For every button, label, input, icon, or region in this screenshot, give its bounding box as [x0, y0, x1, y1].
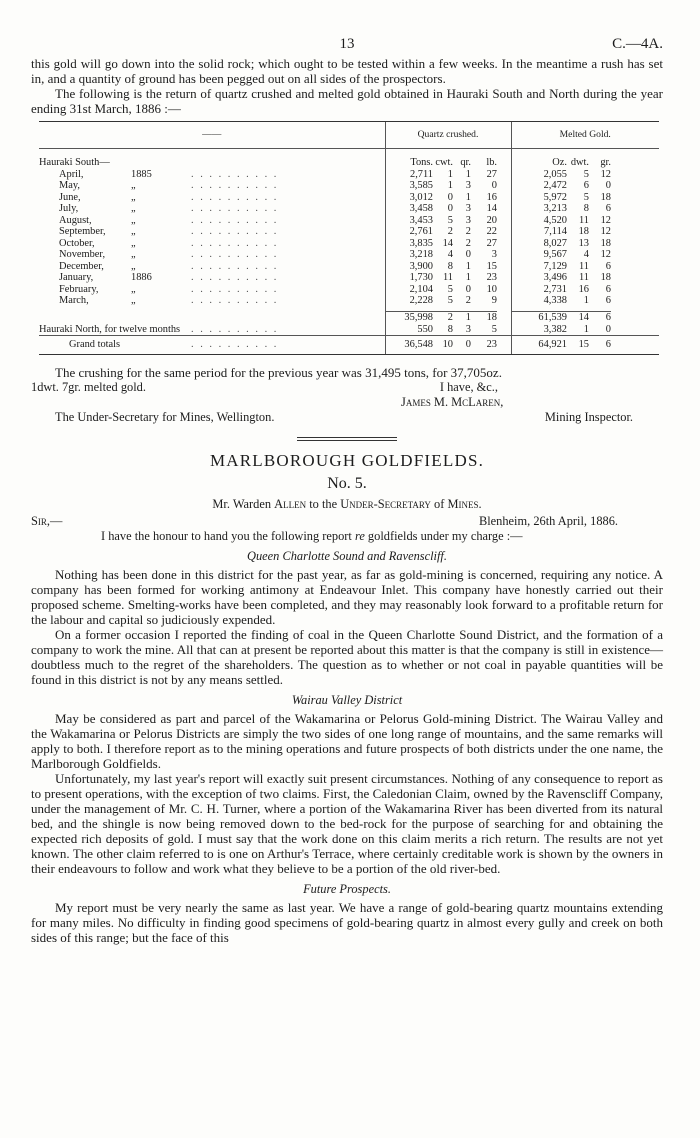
month-cell: August,	[59, 214, 92, 226]
oz-cell: 4,338	[511, 295, 567, 307]
gr-cell: 18	[600, 272, 611, 283]
year-cell: „	[131, 226, 136, 237]
qr-cell: 2	[465, 237, 471, 249]
subtotal-gr: 6	[589, 312, 611, 324]
year-cell: „	[131, 180, 136, 191]
oz-cell: 9,567	[511, 249, 567, 261]
qr-cell: 3	[465, 180, 471, 191]
month-cell: February,	[59, 283, 99, 295]
year-cell: 1886	[131, 272, 152, 283]
body-paragraph-4: Unfortunately, my last year's report will exactly suit present circumstances. Nothing of any consequence to report as to present operations, with the exception of two claims. First, the Caledonian Claim, owned by the Ravenscliff Company, under the management of Mr. C. H. Turner, where a portion of the Wakamarina River has been diverted from its natural bed, and the shingle is now being removed down to the bed-rock for the purpose of searching for and obtaining the expected rich deposits of gold. I must say that the work done on this claim merits a rich return. The results are not yet known. The other claim referred to is one on Arthur's Terrace, where certainly creditable work is shown by the owners in their endeavours to follow and work what they believe to be a portion of the old river-bed.	[31, 770, 663, 876]
table-row	[39, 169, 659, 181]
subtotal-row	[39, 312, 659, 324]
leader-dots: . . . . . . . . . .	[191, 272, 279, 283]
salutation-row	[31, 514, 663, 529]
spacer-cell	[497, 169, 511, 181]
group-label: Hauraki South—	[39, 157, 110, 168]
year-cell: „	[131, 214, 136, 226]
unit-oz: Oz.	[511, 157, 567, 169]
month-cell: December,	[59, 260, 104, 272]
tons-cell: 2,104	[385, 284, 433, 296]
year-cell: „	[131, 295, 136, 306]
opening-post: goldfields under my charge :—	[364, 528, 523, 543]
north-qr: 3	[465, 323, 471, 335]
grand-tons: 36,548	[385, 336, 433, 355]
table-row	[39, 180, 659, 192]
spacer-cell	[611, 180, 659, 192]
lb-cell: 27	[486, 168, 497, 180]
month-rows	[39, 169, 659, 307]
tons-cell: 2,228	[385, 295, 433, 307]
north-gr: 0	[605, 323, 611, 335]
cwt-cell: 5	[447, 283, 453, 295]
north-tons: 550	[385, 324, 433, 336]
subtotal-cwt: 2	[433, 312, 453, 324]
dwt-cell: 11	[578, 214, 589, 226]
dwt-cell: 5	[583, 191, 589, 203]
qr-cell: 3	[465, 214, 471, 226]
gr-cell: 6	[605, 203, 611, 214]
gr-cell: 12	[600, 249, 611, 260]
north-label: Hauraki North, for twelve months	[39, 323, 181, 335]
dwt-cell: 16	[578, 283, 589, 295]
spacer-cell	[497, 261, 511, 273]
oz-cell: 3,213	[511, 203, 567, 215]
gr-cell: 18	[600, 191, 611, 203]
subheading-future-prospects: Future Prospects.	[303, 881, 391, 896]
unit-dwt: dwt.	[570, 157, 589, 168]
lb-cell: 15	[486, 260, 497, 272]
body-paragraph-2: On a former occasion I reported the finding of coal in the Queen Charlotte Sound District, and the formation of a company to work the mine. All that can at present be reported about this matter is that the company is still in existence—doubtless much to the regret of the shareholders. The question as to whether or not coal in payable quantities will be found in this district is not by any means settled.	[31, 626, 663, 687]
i-have: I have, &c.,	[439, 379, 498, 394]
cwt-cell: 0	[447, 191, 453, 203]
dwt-cell: 6	[583, 180, 589, 191]
oz-cell: 4,520	[511, 215, 567, 227]
dwt-cell: 11	[578, 260, 589, 272]
tons-cell: 3,835	[385, 238, 433, 250]
dwt-cell: 8	[583, 203, 589, 214]
section-number: No. 5.	[327, 474, 367, 492]
leader-dots: . . . . . . . . . .	[191, 203, 279, 214]
year-cell: 1885	[131, 168, 152, 180]
month-cell: July,	[59, 203, 79, 214]
subtotal-oz: 61,539	[511, 312, 567, 324]
spacer-cell	[497, 249, 511, 261]
tons-cell: 3,900	[385, 261, 433, 273]
qr-cell: 3	[465, 203, 471, 214]
subtotal-qr: 1	[453, 312, 471, 324]
letter-date: Blenheim, 26th April, 1886.	[478, 513, 618, 528]
year-cell: „	[131, 237, 136, 249]
dwt-cell: 5	[583, 168, 589, 180]
year-cell: „	[131, 283, 136, 295]
header-blank: ——	[39, 122, 385, 149]
table-row	[39, 284, 659, 296]
table-row	[39, 192, 659, 204]
oz-cell: 3,496	[511, 272, 567, 284]
lb-cell: 16	[486, 191, 497, 203]
leader-dots: . . . . . . . . . .	[191, 168, 279, 180]
tons-cell: 1,730	[385, 272, 433, 284]
qr-cell: 0	[465, 283, 471, 295]
body-paragraph-5: My report must be very nearly the same as last year. We have a range of gold-bearing quartz mountains extending for many miles. No difficulty in finding good specimens of gold-bearing quartz in almost every gully and creek on both sides of this range; but the face of this	[31, 899, 663, 945]
oz-cell: 7,129	[511, 261, 567, 273]
table-row	[39, 261, 659, 273]
tons-cell: 2,761	[385, 226, 433, 238]
lb-cell: 27	[486, 237, 497, 249]
qr-cell: 1	[465, 272, 471, 283]
leader-dots: . . . . . . . . . .	[191, 180, 279, 191]
document-page	[31, 0, 663, 945]
month-cell: October,	[59, 237, 95, 249]
crushing-line: The crushing for the same period for the previous year was 31,495 tons, for 37,705oz.	[55, 364, 502, 380]
cwt-cell: 5	[447, 214, 453, 226]
month-cell: January,	[59, 272, 94, 283]
lb-cell: 20	[486, 214, 497, 226]
leader-dots: . . . . . . . . . .	[191, 260, 279, 272]
units-row	[39, 157, 659, 169]
spacer-cell	[497, 215, 511, 227]
leader-dots: . . . . . . . . . .	[191, 295, 279, 306]
subheading-wairau: Wairau Valley District	[291, 692, 403, 707]
page-number: 13	[339, 36, 355, 52]
gold-return-table	[39, 121, 659, 355]
tons-cell: 3,012	[385, 192, 433, 204]
north-oz: 3,382	[511, 324, 567, 336]
dwt-cell: 1	[583, 295, 589, 306]
qr-cell: 2	[465, 226, 471, 237]
cwt-cell: 11	[442, 272, 453, 283]
cwt-cell: 4	[447, 249, 453, 260]
oz-cell: 2,055	[511, 169, 567, 181]
header-quartz-crushed: Quartz crushed.	[385, 122, 511, 149]
spacer-cell	[497, 203, 511, 215]
from-name: Allen	[274, 496, 307, 511]
grand-total-label: Grand totals	[39, 336, 187, 355]
lb-cell: 22	[486, 226, 497, 237]
leader-dots: . . . . . . . . . .	[191, 214, 279, 226]
page-header	[31, 0, 663, 56]
unit-tons: Tons.	[385, 157, 433, 169]
tons-cell: 3,453	[385, 215, 433, 227]
spacer-cell	[611, 226, 659, 238]
spacer-cell	[497, 295, 511, 307]
spacer-cell	[497, 272, 511, 284]
from-of: of	[430, 496, 448, 511]
cwt-cell: 14	[442, 237, 453, 249]
grand-total-row	[39, 336, 659, 355]
year-cell: „	[131, 260, 136, 272]
leader-dots: . . . . . . . . . .	[187, 336, 385, 355]
opening-pre: I have the honour to hand you the following report	[101, 528, 355, 543]
gr-cell: 12	[600, 168, 611, 180]
leader-dots: . . . . . . . . . .	[191, 191, 279, 203]
gr-cell: 0	[605, 180, 611, 191]
cwt-cell: 0	[447, 203, 453, 214]
leader-dots: . . . . . . . . . .	[191, 249, 279, 260]
qr-cell: 1	[465, 168, 471, 180]
gr-cell: 12	[600, 226, 611, 237]
spacer-cell	[611, 295, 659, 307]
subheading-queen-charlotte: Queen Charlotte Sound and Ravenscliff.	[247, 548, 447, 563]
month-cell: April,	[59, 168, 84, 180]
section-divider	[297, 437, 397, 441]
gr-cell: 12	[600, 214, 611, 226]
crushing-line-2: 1dwt. 7gr. melted gold.	[31, 379, 146, 394]
spacer-cell	[611, 203, 659, 215]
month-cell: March,	[59, 295, 89, 306]
tons-cell: 3,218	[385, 249, 433, 261]
oz-cell: 5,972	[511, 192, 567, 204]
gr-cell: 6	[605, 283, 611, 295]
spacer-cell	[611, 169, 659, 181]
spacer-cell	[611, 249, 659, 261]
cwt-cell: 2	[447, 226, 453, 237]
lb-cell: 14	[486, 203, 497, 214]
table-row	[39, 203, 659, 215]
north-lb: 5	[491, 323, 497, 335]
signature: James M. McLaren,	[401, 394, 504, 409]
table-row	[39, 238, 659, 250]
oz-cell: 8,027	[511, 238, 567, 250]
spacer-cell	[497, 238, 511, 250]
grand-cwt: 10	[433, 336, 453, 355]
closing-row-2	[31, 410, 663, 425]
body-paragraph-3: May be considered as part and parcel of the Wakamarina or Pelorus Gold-mining District. The Wairau Valley and the Wakamarina or Pelorus Districts are simply the two sides of one long range of mountains, and the same remarks will apply to both. I therefore report as to the mining operations and future prospects of both districts under the one name, the Marlborough Goldfields.	[31, 710, 663, 771]
grand-lb: 23	[471, 336, 497, 355]
document-reference: C.—4A.	[612, 36, 663, 52]
table-row	[39, 272, 659, 284]
gr-cell: 6	[605, 260, 611, 272]
grand-dwt: 15	[567, 336, 589, 355]
unit-lb: lb.	[486, 157, 497, 168]
tons-cell: 3,458	[385, 203, 433, 215]
north-dwt: 1	[583, 323, 589, 335]
from-prefix: Mr. Warden	[212, 496, 275, 511]
qr-cell: 0	[465, 249, 471, 260]
dwt-cell: 4	[583, 249, 589, 260]
leader-dots: . . . . . . . . . .	[191, 283, 279, 295]
letter-heading	[31, 497, 663, 512]
oz-cell: 7,114	[511, 226, 567, 238]
spacer-cell	[611, 261, 659, 273]
closing-block	[31, 365, 663, 425]
spacer-cell	[497, 192, 511, 204]
table-row	[39, 295, 659, 307]
lb-cell: 10	[486, 283, 497, 295]
year-cell: „	[131, 249, 136, 260]
gr-cell: 18	[600, 237, 611, 249]
spacer-cell	[611, 192, 659, 204]
leader-dots: . . . . . . . . . .	[191, 226, 279, 237]
north-cwt: 8	[447, 323, 453, 335]
table-row	[39, 226, 659, 238]
month-cell: November,	[59, 249, 106, 260]
subtotal-lb: 18	[471, 312, 497, 324]
year-cell: „	[131, 191, 136, 203]
table-row	[39, 249, 659, 261]
oz-cell: 2,731	[511, 284, 567, 296]
year-cell: „	[131, 203, 136, 214]
month-cell: September,	[59, 226, 106, 237]
opening-re: re	[354, 528, 365, 543]
salutation: Sir,—	[31, 513, 63, 528]
cwt-cell: 5	[447, 295, 453, 306]
spacer-cell	[497, 180, 511, 192]
table-intro-paragraph: The following is the return of quartz crushed and melted gold obtained in Hauraki South and North during the year ending 31st March, 1886 :—	[31, 86, 663, 116]
spacer-cell	[497, 284, 511, 296]
tons-cell: 2,711	[385, 169, 433, 181]
from-mid: to the	[306, 496, 341, 511]
header-melted-gold: Melted Gold.	[511, 122, 659, 149]
signatory-role: Mining Inspector.	[544, 409, 633, 424]
from-mines: Mines.	[447, 496, 482, 511]
dwt-cell: 18	[578, 226, 589, 237]
lb-cell: 3	[491, 249, 497, 260]
body-paragraph-1: Nothing has been done in this district for the past year, as far as gold-mining is concerned, requiring any notice. A company has been formed for working antimony at Endeavour Inlet. This company have honestly carried out their proposed scheme. Smelting-works have been completed, and they may reasonably look forward to a profitable return for the labour and capital so judiciously expended.	[31, 566, 663, 627]
spacer-cell	[611, 238, 659, 250]
lb-cell: 9	[491, 295, 497, 306]
unit-gr: gr.	[600, 157, 611, 168]
cwt-cell: 8	[447, 260, 453, 272]
table-row	[39, 215, 659, 227]
section-title: MARLBOROUGH GOLDFIELDS.	[209, 450, 485, 470]
unit-cwt: cwt.	[435, 157, 453, 168]
leader-dots: . . . . . . . . . .	[191, 237, 279, 249]
lb-cell: 0	[491, 180, 497, 191]
spacer-cell	[611, 284, 659, 296]
unit-qr: qr.	[460, 157, 471, 168]
leader-dots: . . . . . . . . . .	[191, 323, 279, 335]
addressee: The Under-Secretary for Mines, Wellington.	[55, 409, 275, 424]
intro-paragraph: this gold will go down into the solid rock; which ought to be tested within a few weeks. In the meantime a rush has set in, and a quantity of ground has been pegged out on all sides of the prospectors.	[31, 56, 663, 86]
subtotal-tons: 35,998	[385, 312, 433, 324]
cwt-cell: 1	[447, 168, 453, 180]
spacer-cell	[497, 226, 511, 238]
qr-cell: 1	[465, 191, 471, 203]
oz-cell: 2,472	[511, 180, 567, 192]
closing-row-1	[31, 380, 663, 395]
table-header-row	[39, 122, 659, 149]
north-row	[39, 324, 659, 336]
lb-cell: 23	[486, 272, 497, 283]
cwt-cell: 1	[447, 180, 453, 191]
from-recipient: Under-Secretary	[340, 496, 431, 511]
month-cell: June,	[59, 191, 81, 203]
subtotal-dwt: 14	[567, 312, 589, 324]
grand-oz: 64,921	[511, 336, 567, 355]
grand-gr: 6	[589, 336, 611, 355]
grand-qr: 0	[453, 336, 471, 355]
dwt-cell: 11	[578, 272, 589, 283]
qr-cell: 1	[465, 260, 471, 272]
dwt-cell: 13	[578, 237, 589, 249]
tons-cell: 3,585	[385, 180, 433, 192]
qr-cell: 2	[465, 295, 471, 306]
opening-line	[31, 529, 663, 543]
spacer-cell	[611, 215, 659, 227]
spacer-cell	[611, 272, 659, 284]
month-cell: May,	[59, 180, 80, 191]
gr-cell: 6	[605, 295, 611, 306]
